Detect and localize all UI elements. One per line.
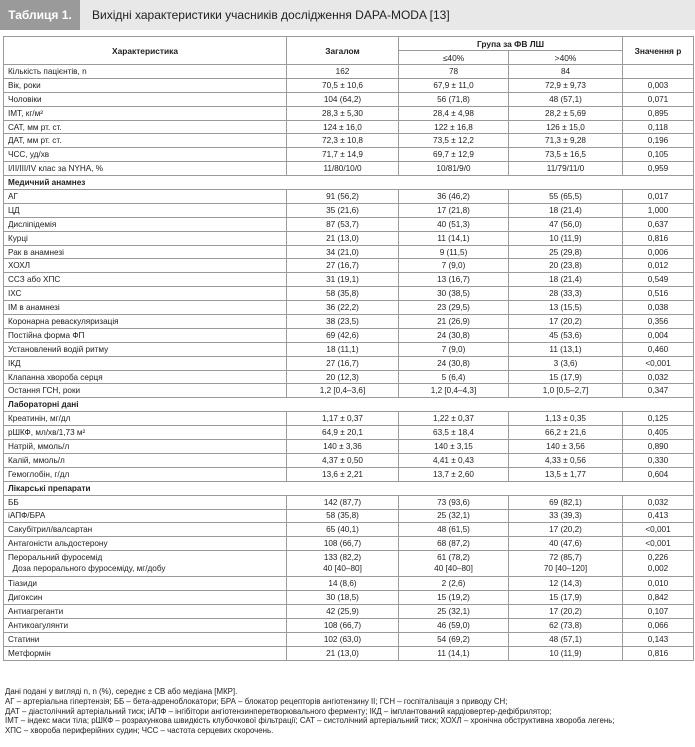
table-cell: 0,516	[623, 287, 694, 301]
row-label: Чоловіки	[4, 92, 287, 106]
table-row	[4, 273, 694, 287]
table-cell: 38 (23,5)	[287, 315, 399, 329]
table-cell: 140 ± 3,36	[287, 440, 399, 454]
table-cell: 0,066	[623, 618, 694, 632]
table-cell: 42 (25,9)	[287, 604, 399, 618]
table-cell: 17 (21,8)	[399, 203, 509, 217]
table-cell: 7 (9,0)	[399, 342, 509, 356]
table-cell: 11 (14,1)	[399, 646, 509, 660]
table-cell: 0,890	[623, 440, 694, 454]
table-cell: 23 (29,5)	[399, 301, 509, 315]
table-cell: 24 (30,8)	[399, 356, 509, 370]
row-label: Сакубітрил/валсартан	[4, 523, 287, 537]
table-body	[4, 65, 694, 661]
table-row	[4, 509, 694, 523]
table-cell: 13 (15,5)	[509, 301, 623, 315]
table-row	[4, 426, 694, 440]
table-cell: 0,071	[623, 92, 694, 106]
table-row	[4, 577, 694, 591]
table-cell: 1,22 ± 0,37	[399, 412, 509, 426]
table-cell: 84	[509, 65, 623, 79]
table-row	[4, 92, 694, 106]
table-cell: 162	[287, 65, 399, 79]
table-cell: 40 (47,6)	[509, 537, 623, 551]
table-cell: 1,2 [0,4–3,6]	[287, 384, 399, 398]
table-cell: 13,5 ± 1,77	[509, 467, 623, 481]
table-cell: 0,460	[623, 342, 694, 356]
table-row	[4, 384, 694, 398]
table-cell: 4,33 ± 0,56	[509, 453, 623, 467]
row-label: ІМ в анамнезі	[4, 301, 287, 315]
table-cell: 72,9 ± 9,73	[509, 78, 623, 92]
section-row	[4, 481, 694, 495]
row-label: ББ	[4, 495, 287, 509]
table-row	[4, 190, 694, 204]
table-cell: 142 (87,7)	[287, 495, 399, 509]
table-cell: 0,196	[623, 134, 694, 148]
table-row	[4, 315, 694, 329]
table-cell: 1,000	[623, 203, 694, 217]
row-label: рШКФ, мл/хв/1,73 м²	[4, 426, 287, 440]
table-row	[4, 467, 694, 481]
table-cell: 0,405	[623, 426, 694, 440]
table-cell: 28,2 ± 5,69	[509, 106, 623, 120]
table-cell: 47 (56,0)	[509, 217, 623, 231]
section-row	[4, 398, 694, 412]
table-cell: 87 (53,7)	[287, 217, 399, 231]
table-cell: 15 (17,9)	[509, 370, 623, 384]
table-cell: 11/80/10/0	[287, 162, 399, 176]
row-label: Остання ГСН, роки	[4, 384, 287, 398]
table-cell: 54 (69,2)	[399, 632, 509, 646]
table-cell: 4,41 ± 0,43	[399, 453, 509, 467]
table-row	[4, 259, 694, 273]
table-cell: 48 (57,1)	[509, 92, 623, 106]
table-cell: 30 (18,5)	[287, 591, 399, 605]
col-header-total: Загалом	[287, 37, 399, 65]
table-cell: 45 (53,6)	[509, 328, 623, 342]
table-cell: 0,959	[623, 162, 694, 176]
table-cell: 64,9 ± 20,1	[287, 426, 399, 440]
row-label: ІМТ, кг/м²	[4, 106, 287, 120]
table-cell: 0,118	[623, 120, 694, 134]
row-label: Антагоністи альдостерону	[4, 537, 287, 551]
table-cell: 0,125	[623, 412, 694, 426]
table-cell: 28,4 ± 4,98	[399, 106, 509, 120]
table-row	[4, 604, 694, 618]
table-title: Вихідні характеристики учасників дослідження DAPA-MODA [13]	[92, 8, 450, 22]
table-row	[4, 342, 694, 356]
table-cell: <0,001	[623, 356, 694, 370]
table-cell: 36 (22,2)	[287, 301, 399, 315]
footnote-line: АГ – артеріальна гіпертензія; ББ – бета-адреноблокатори; БРА – блокатор рецепторів ангіотензину ІІ; ГСН – госпіталізація з приводу СН;	[5, 696, 508, 706]
table-cell: 124 ± 16,0	[287, 120, 399, 134]
table-cell: 25 (32,1)	[399, 604, 509, 618]
table-cell: 25 (32,1)	[399, 509, 509, 523]
table-cell: 72,3 ± 10,8	[287, 134, 399, 148]
row-label: Антикоагулянти	[4, 618, 287, 632]
table-cell: 35 (21,6)	[287, 203, 399, 217]
row-label: Креатинін, мг/дл	[4, 412, 287, 426]
table-cell: 0,330	[623, 453, 694, 467]
table-cell: 62 (73,8)	[509, 618, 623, 632]
footnote-line: ХПС – хвороба периферійних судин; ЧСС – частота серцевих скорочень.	[5, 726, 274, 736]
table-cell: 69 (82,1)	[509, 495, 623, 509]
col-header-le40: ≤40%	[399, 51, 509, 65]
table-cell: 14 (8,6)	[287, 577, 399, 591]
section-title: Медичний анамнез	[4, 176, 694, 190]
table-cell: 69,7 ± 12,9	[399, 148, 509, 162]
col-header-group: Група за ФВ ЛШ	[399, 37, 623, 51]
section-row	[4, 176, 694, 190]
table-cell: 10/81/9/0	[399, 162, 509, 176]
table-cell: 122 ± 16,8	[399, 120, 509, 134]
table-cell: 11 (14,1)	[399, 231, 509, 245]
col-header-characteristic: Характеристика	[4, 37, 287, 65]
table-cell: 1,13 ± 0,35	[509, 412, 623, 426]
row-label: Клапанна хвороба серця	[4, 370, 287, 384]
table-cell: <0,001	[623, 537, 694, 551]
table-cell: 1,0 [0,5–2,7]	[509, 384, 623, 398]
table-cell: 73,5 ± 12,2	[399, 134, 509, 148]
row-label: Дисліпідемія	[4, 217, 287, 231]
table-row	[4, 245, 694, 259]
table-cell: 0,356	[623, 315, 694, 329]
table-cell: 15 (17,9)	[509, 591, 623, 605]
table-row	[4, 356, 694, 370]
table-cell: 21 (13,0)	[287, 231, 399, 245]
row-label: Пероральний фуросемід Доза перорального фуросеміду, мг/добу	[4, 551, 287, 577]
table-cell: 13,6 ± 2,21	[287, 467, 399, 481]
row-label: АГ	[4, 190, 287, 204]
table-cell: 56 (71,8)	[399, 92, 509, 106]
table-row	[4, 217, 694, 231]
table-row	[4, 440, 694, 454]
table-row	[4, 301, 694, 315]
table-cell: 0,105	[623, 148, 694, 162]
table-cell: 28,3 ± 5,30	[287, 106, 399, 120]
table-cell: 66,2 ± 21,6	[509, 426, 623, 440]
row-label: Натрій, ммоль/л	[4, 440, 287, 454]
table-cell: 17 (20,2)	[509, 604, 623, 618]
table-cell: 108 (66,7)	[287, 618, 399, 632]
table-cell: 5 (6,4)	[399, 370, 509, 384]
table-cell: 0,004	[623, 328, 694, 342]
table-row	[4, 523, 694, 537]
table-cell: 33 (39,3)	[509, 509, 623, 523]
table-header-bar	[0, 0, 695, 30]
table-cell: 2 (2,6)	[399, 577, 509, 591]
table-row	[4, 134, 694, 148]
table-cell: 17 (20,2)	[509, 523, 623, 537]
table-row	[4, 453, 694, 467]
table-cell: 0,816	[623, 231, 694, 245]
table-row	[4, 287, 694, 301]
table-cell: 48 (61,5)	[399, 523, 509, 537]
row-label: Дигоксин	[4, 591, 287, 605]
table-row	[4, 78, 694, 92]
table-cell: 0,017	[623, 190, 694, 204]
table-cell: 0,038	[623, 301, 694, 315]
table-cell: 78	[399, 65, 509, 79]
table-cell: 25 (29,8)	[509, 245, 623, 259]
footnote-line: ДАТ – діастолічний артеріальний тиск; іАПФ – інгібітори ангіотензинперетворювального ферменту; ІКД – імплантований кардіовертер-дефібрилятор;	[5, 706, 552, 716]
table-cell: 0,895	[623, 106, 694, 120]
table-cell: 58 (35,8)	[287, 287, 399, 301]
table-cell: 21 (26,9)	[399, 315, 509, 329]
row-label: ЦД	[4, 203, 287, 217]
table-cell: 48 (57,1)	[509, 632, 623, 646]
table-cell: 12 (14,3)	[509, 577, 623, 591]
table-cell: 36 (46,2)	[399, 190, 509, 204]
table-cell: 55 (65,5)	[509, 190, 623, 204]
row-label: Метформін	[4, 646, 287, 660]
row-label: Тіазиди	[4, 577, 287, 591]
footnote-line: ІМТ – індекс маси тіла; рШКФ – розрахункова швидкість клубочкової фільтрації; САТ – систолічний артеріальний тиск; ХОХЛ – хронічна обструктивна хвороба легень;	[5, 716, 615, 726]
table-row	[4, 65, 694, 79]
table-cell: 71,3 ± 9,28	[509, 134, 623, 148]
row-label: Калій, ммоль/л	[4, 453, 287, 467]
table-cell: 4,37 ± 0,50	[287, 453, 399, 467]
col-header-p-value: Значення p	[623, 37, 694, 65]
table-cell: 70,5 ± 10,6	[287, 78, 399, 92]
table-cell: 0,842	[623, 591, 694, 605]
row-label: іАПФ/БРА	[4, 509, 287, 523]
table-cell: 20 (12,3)	[287, 370, 399, 384]
table-row	[4, 162, 694, 176]
table-cell: 34 (21,0)	[287, 245, 399, 259]
table-cell: 140 ± 3,56	[509, 440, 623, 454]
table-cell: 0,003	[623, 78, 694, 92]
table-cell: 20 (23,8)	[509, 259, 623, 273]
table-cell: 65 (40,1)	[287, 523, 399, 537]
table-number: Таблиця 1.	[0, 0, 80, 30]
table-cell: 126 ± 15,0	[509, 120, 623, 134]
table-cell: 91 (56,2)	[287, 190, 399, 204]
row-label: Статини	[4, 632, 287, 646]
table-cell: 71,7 ± 14,9	[287, 148, 399, 162]
table-cell: 17 (20,2)	[509, 315, 623, 329]
table-cell: 0,226 0,002	[623, 551, 694, 577]
table-cell: 10 (11,9)	[509, 231, 623, 245]
table-cell: 27 (16,7)	[287, 356, 399, 370]
table-cell: 0,012	[623, 259, 694, 273]
table-row	[4, 646, 694, 660]
table-cell: 133 (82,2) 40 [40–80]	[287, 551, 399, 577]
row-label: Кількість пацієнтів, n	[4, 65, 287, 79]
table-cell: 24 (30,8)	[399, 328, 509, 342]
table-row	[4, 537, 694, 551]
table-cell: 67,9 ± 11,0	[399, 78, 509, 92]
table-cell: 69 (42,6)	[287, 328, 399, 342]
table-cell: 31 (19,1)	[287, 273, 399, 287]
table-row	[4, 591, 694, 605]
table-cell: 46 (59,0)	[399, 618, 509, 632]
row-label: ССЗ або ХПС	[4, 273, 287, 287]
footnote-line: Дані подані у вигляді n, n (%), середнє ± СВ або медіана [МКР].	[5, 687, 238, 696]
table-cell: 73,5 ± 16,5	[509, 148, 623, 162]
table-cell: 72 (85,7) 70 [40–120]	[509, 551, 623, 577]
characteristics-table	[3, 36, 694, 661]
table-cell: 61 (78,2) 40 [40–80]	[399, 551, 509, 577]
row-label: Постійна форма ФП	[4, 328, 287, 342]
table-row	[4, 495, 694, 509]
table-cell: 58 (35,8)	[287, 509, 399, 523]
table-cell: 0,107	[623, 604, 694, 618]
table-cell: 11/79/11/0	[509, 162, 623, 176]
table-row	[4, 106, 694, 120]
table-cell: 9 (11,5)	[399, 245, 509, 259]
table-cell: 28 (33,3)	[509, 287, 623, 301]
table-cell: 1,17 ± 0,37	[287, 412, 399, 426]
table-cell: 13,7 ± 2,60	[399, 467, 509, 481]
table-row	[4, 148, 694, 162]
row-label: Вік, роки	[4, 78, 287, 92]
table-row	[4, 370, 694, 384]
row-label: Гемоглобін, г/дл	[4, 467, 287, 481]
table-cell: 104 (64,2)	[287, 92, 399, 106]
table-row	[4, 632, 694, 646]
table-cell: 68 (87,2)	[399, 537, 509, 551]
table-cell: 0,604	[623, 467, 694, 481]
row-label: Установлений водій ритму	[4, 342, 287, 356]
table-row	[4, 231, 694, 245]
table-row	[4, 328, 694, 342]
table-row	[4, 551, 694, 577]
row-label: ХОХЛ	[4, 259, 287, 273]
table-row	[4, 412, 694, 426]
table-cell: 140 ± 3,15	[399, 440, 509, 454]
table-cell: 63,5 ± 18,4	[399, 426, 509, 440]
section-title: Лікарські препарати	[4, 481, 694, 495]
row-label: ІХС	[4, 287, 287, 301]
row-label: Курці	[4, 231, 287, 245]
table-cell: 0,006	[623, 245, 694, 259]
table-cell: 0,143	[623, 632, 694, 646]
row-label: Антиагреганти	[4, 604, 287, 618]
table-cell: 18 (21,4)	[509, 273, 623, 287]
table-cell: 0,816	[623, 646, 694, 660]
table-cell: 0,032	[623, 370, 694, 384]
row-label: САТ, мм рт. ст.	[4, 120, 287, 134]
row-label: Рак в анамнезі	[4, 245, 287, 259]
row-label: ЧСС, уд/хв	[4, 148, 287, 162]
table-cell: 27 (16,7)	[287, 259, 399, 273]
table-cell: <0,001	[623, 523, 694, 537]
table-footnotes	[5, 687, 691, 736]
table-row	[4, 618, 694, 632]
table-cell: 108 (66,7)	[287, 537, 399, 551]
table-cell: 73 (93,6)	[399, 495, 509, 509]
table-cell: 1,2 [0,4–4,3]	[399, 384, 509, 398]
table-cell: 40 (51,3)	[399, 217, 509, 231]
table-row	[4, 120, 694, 134]
table-cell: 11 (13,1)	[509, 342, 623, 356]
table-cell: 0,347	[623, 384, 694, 398]
table-cell	[623, 65, 694, 79]
table-cell: 3 (3,6)	[509, 356, 623, 370]
table-cell: 10 (11,9)	[509, 646, 623, 660]
table-cell: 0,032	[623, 495, 694, 509]
table-cell: 0,637	[623, 217, 694, 231]
table-cell: 0,549	[623, 273, 694, 287]
table-cell: 15 (19,2)	[399, 591, 509, 605]
table-cell: 102 (63,0)	[287, 632, 399, 646]
row-label: ІКД	[4, 356, 287, 370]
row-label: I/II/III/IV клас за NYHA, %	[4, 162, 287, 176]
table-cell: 30 (38,5)	[399, 287, 509, 301]
table-cell: 0,413	[623, 509, 694, 523]
section-title: Лабораторні дані	[4, 398, 694, 412]
table-cell: 0,010	[623, 577, 694, 591]
table-cell: 13 (16,7)	[399, 273, 509, 287]
col-header-gt40: >40%	[509, 51, 623, 65]
table-cell: 21 (13,0)	[287, 646, 399, 660]
table-row	[4, 203, 694, 217]
row-label: Коронарна реваскуляризація	[4, 315, 287, 329]
row-label: ДАТ, мм рт. ст.	[4, 134, 287, 148]
table-cell: 7 (9,0)	[399, 259, 509, 273]
table-cell: 18 (21,4)	[509, 203, 623, 217]
table-cell: 18 (11,1)	[287, 342, 399, 356]
